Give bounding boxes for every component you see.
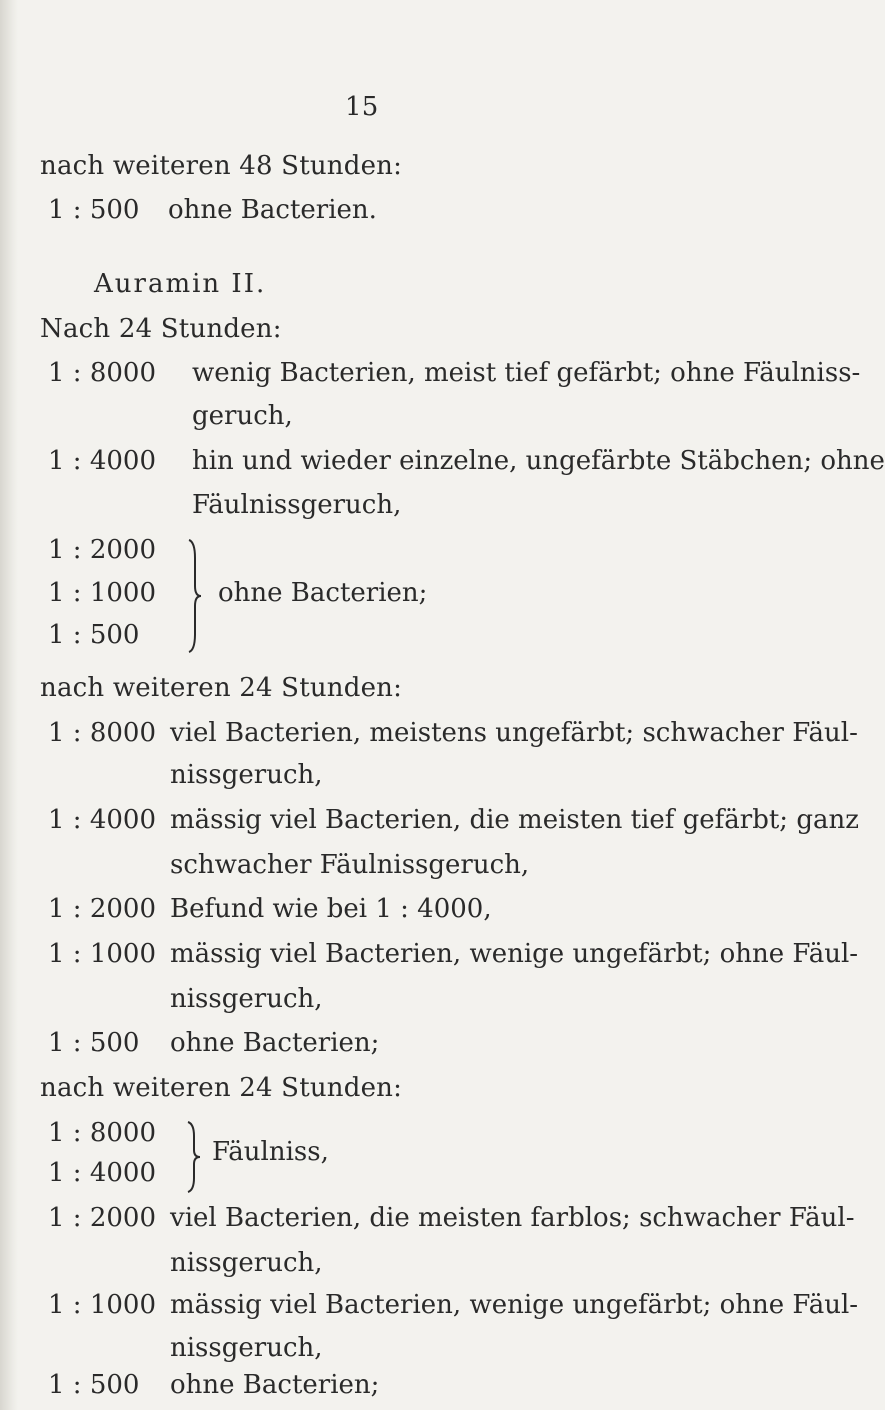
entry-text: viel Bacterien, meistens ungefärbt; schwacher Fäul- [170,718,858,748]
page-edge-shadow [0,0,18,1410]
ratio-label: 1 : 500 [48,620,140,650]
ratio-label: 1 : 4000 [48,1158,156,1188]
entry-text: mässig viel Bacterien, wenige ungefärbt; ohne Fäul- [170,1290,859,1320]
ratio-label: 1 : 1000 [48,939,156,969]
ratio-label: 1 : 8000 [48,358,156,388]
ratio-label: 1 : 1000 [48,578,156,608]
entry-text: ohne Bacterien; [218,578,428,608]
ratio-label: 1 : 1000 [48,1290,156,1320]
ratio-label: 1 : 4000 [48,446,156,476]
entry-continuation: schwacher Fäulnissgeruch, [170,850,530,880]
entry-continuation: nissgeruch, [170,1333,323,1363]
entry-continuation: geruch, [192,401,293,431]
page-number: 15 [345,92,379,122]
section-heading: nach weiteren 24 Stunden: [40,673,403,703]
entry-text: Befund wie bei 1 : 4000, [170,894,492,924]
entry-text: hin und wieder einzelne, ungefärbte Stäbchen; ohne [192,446,885,476]
entry-continuation: Fäulnissgeruch, [192,490,402,520]
ratio-label: 1 : 500 [48,195,140,225]
entry-text: ohne Bacterien; [170,1370,380,1400]
section-heading: nach weiteren 48 Stunden: [40,151,403,181]
entry-text: mässig viel Bacterien, die meisten tief gefärbt; ganz [170,805,859,835]
ratio-label: 1 : 500 [48,1028,140,1058]
entry-text: viel Bacterien, die meisten farblos; schwacher Fäul- [170,1203,855,1233]
entry-text: Fäulniss, [212,1137,329,1167]
entry-text: ohne Bacterien; [170,1028,380,1058]
entry-continuation: nissgeruch, [170,984,323,1014]
entry-continuation: nissgeruch, [170,1248,323,1278]
ratio-label: 1 : 2000 [48,535,156,565]
ratio-label: 1 : 500 [48,1370,140,1400]
ratio-label: 1 : 4000 [48,805,156,835]
ratio-label: 1 : 2000 [48,1203,156,1233]
entry-continuation: nissgeruch, [170,760,323,790]
section-heading: nach weiteren 24 Stunden: [40,1073,403,1103]
section-heading: Nach 24 Stunden: [40,314,282,344]
entry-text: ohne Bacterien. [168,195,377,225]
entry-text: wenig Bacterien, meist tief gefärbt; ohne Fäulniss- [192,358,861,388]
substance-title: Auramin II. [94,269,267,299]
ratio-label: 1 : 8000 [48,1118,156,1148]
right-brace [183,1120,205,1194]
ratio-label: 1 : 2000 [48,894,156,924]
entry-text: mässig viel Bacterien, wenige ungefärbt; ohne Fäul- [170,939,859,969]
ratio-label: 1 : 8000 [48,718,156,748]
right-brace [183,538,207,654]
